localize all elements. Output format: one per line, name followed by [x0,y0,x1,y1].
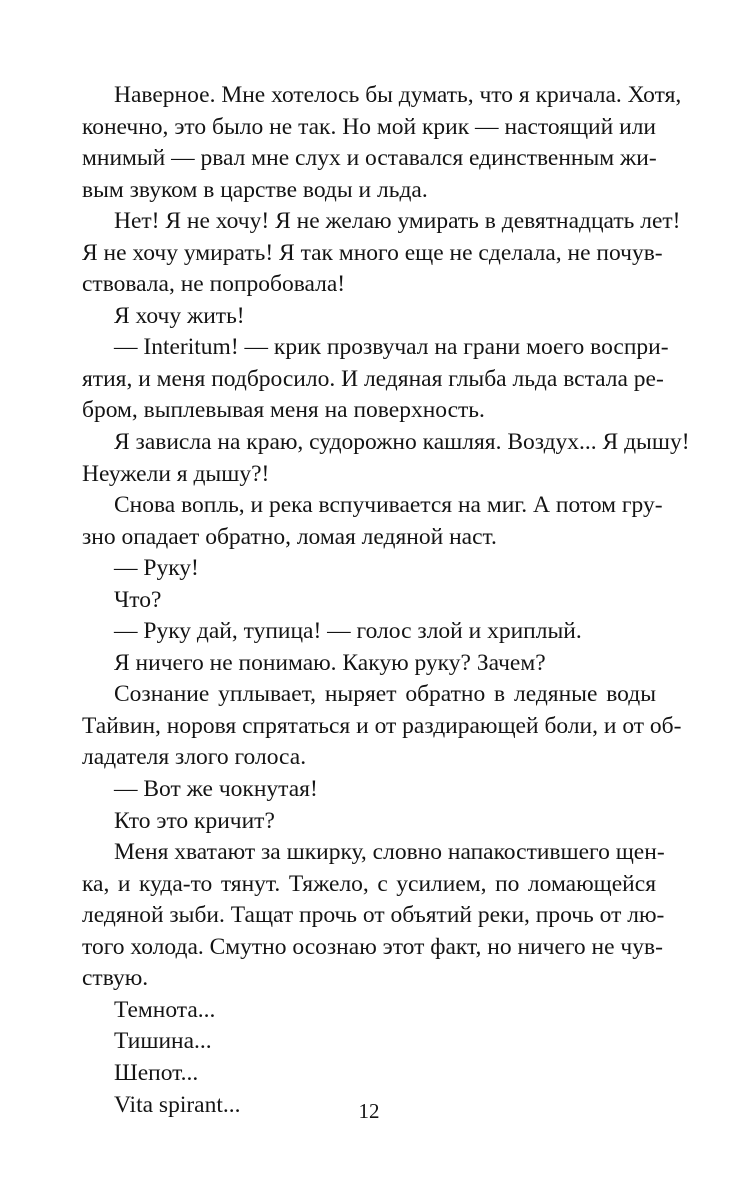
text-line: Vita spirant... [114,1091,241,1118]
text-line: Меня хватают за шкирку, словно напакостившего щен- [114,839,665,866]
text-line: зно опадает обратно, ломая ледяной наст. [82,523,497,550]
text-line: Наверное. Мне хотелось бы думать, что я кричала. Хотя, [114,82,682,108]
text-line: Сознание уплывает, ныряет обратно в ледяные воды [114,681,656,708]
text-line: Тайвин, норовя спрятаться и от раздирающей боли, и от об- [82,712,682,739]
text-line: — Вот же чокнутая! [114,776,318,803]
body-text [82,80,690,1121]
text-line: — Руку! [114,555,199,582]
text-line: ствую. [82,965,149,992]
text-line: Тишина... [114,1028,212,1055]
text-line: Я хочу жить! [114,302,245,329]
text-line: ладателя злого голоса. [82,744,307,771]
text-line: ствовала, не попробовала! [82,271,346,298]
text-line: бром, выплевывая меня на поверхность. [82,397,485,424]
text-line: Кто это кричит? [114,807,275,834]
text-line: ледяной зыби. Тащат прочь от объятий реки, прочь от лю- [82,902,665,929]
text-line: конечно, это было не так. Но мой крик — настоящий или [82,113,656,140]
text-line: Я не хочу умирать! Я так много еще не сделала, не почув- [82,239,663,266]
text-line: Я ничего не понимаю. Какую руку? Зачем? [114,649,546,676]
text-line: Нет! Я не хочу! Я не желаю умирать в девятнадцать лет! [114,208,681,235]
text-line: Шепот... [114,1059,199,1086]
text-line: того холода. Смутно осознаю этот факт, но ничего не чув- [82,933,663,960]
text-line: Я зависла на краю, судорожно кашляя. Воздух... Я дышу! [114,429,690,456]
text-line: Что? [114,586,162,613]
text-line: Темнота... [114,996,216,1023]
text-line: ка, и куда-то тянут. Тяжело, с усилием, по ломающейся [82,870,656,897]
text-line: Неужели я дышу?! [82,460,270,487]
text-line: мнимый — рвал мне слух и оставался единственным жи- [82,145,657,172]
text-line: — Руку дай, тупица! — голос злой и хриплый. [114,618,582,645]
page-number: 12 [358,1099,380,1123]
text-line: Снова вопль, и река вспучивается на миг. А потом гру- [114,492,663,519]
text-line: — Interitum! — крик прозвучал на грани моего воспри- [114,334,669,361]
text-line: вым звуком в царстве воды и льда. [82,176,428,203]
text-line: ятия, и меня подбросило. И ледяная глыба льда встала ре- [82,365,664,392]
